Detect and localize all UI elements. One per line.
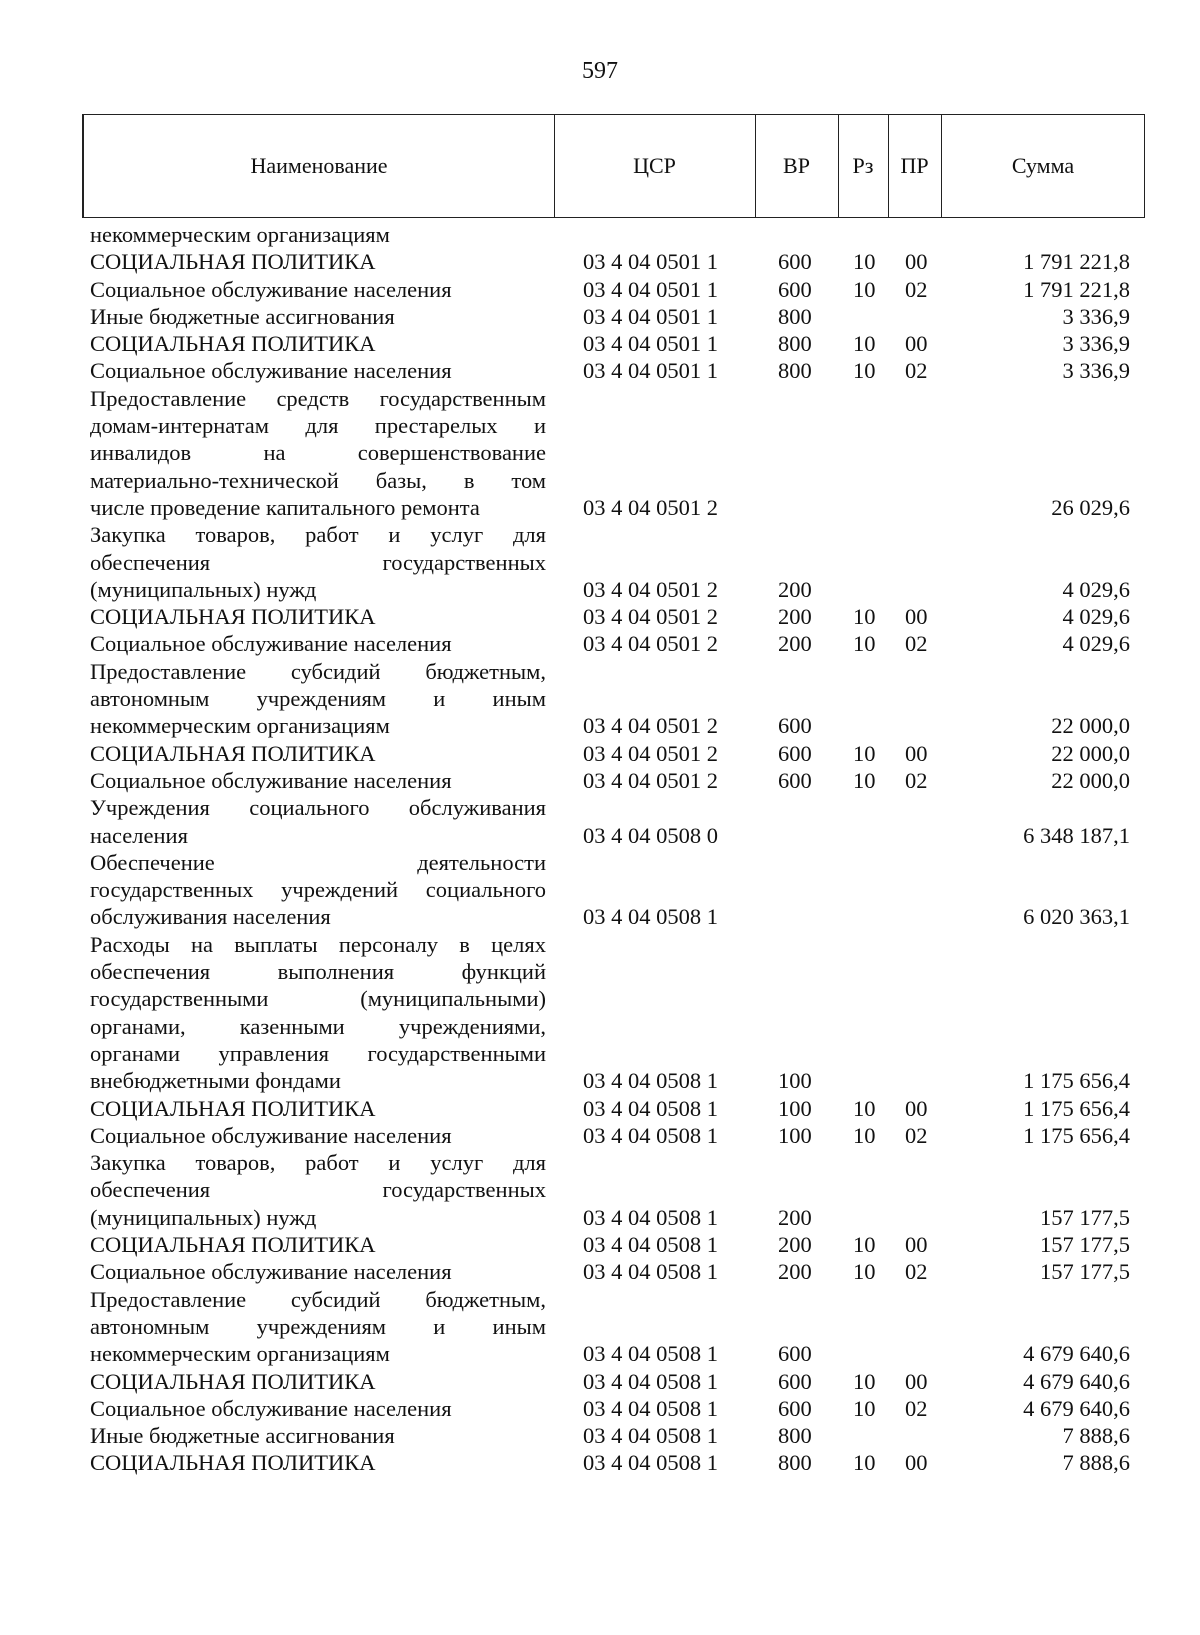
row-vr: 600 — [778, 713, 812, 739]
row-name — [90, 1258, 546, 1285]
row-csr: 03 4 04 0508 1 — [583, 1204, 718, 1230]
row-sum: 6 020 363,1 — [1023, 904, 1130, 930]
row-name — [90, 1395, 546, 1422]
row-rz: 10 — [853, 1450, 876, 1476]
row-pr: 02 — [905, 358, 928, 384]
row-rz: 10 — [853, 249, 876, 275]
table-row — [0, 248, 1200, 275]
row-name-line: Иные бюджетные ассигнования — [90, 303, 395, 329]
row-name-line: СОЦИАЛЬНАЯ ПОЛИТИКА — [90, 331, 376, 357]
row-vr: 100 — [778, 1068, 812, 1094]
table-row — [0, 849, 1200, 931]
row-name-line: Предоставление субсидий бюджетным, — [90, 1286, 546, 1312]
row-name-line: СОЦИАЛЬНАЯ ПОЛИТИКА — [90, 740, 376, 766]
row-rz: 10 — [853, 1259, 876, 1285]
row-name-line: (муниципальных) нужд — [90, 1204, 317, 1230]
table-row — [0, 794, 1200, 849]
row-csr: 03 4 04 0501 2 — [583, 740, 718, 766]
row-pr: 02 — [905, 1122, 928, 1148]
row-sum: 6 348 187,1 — [1023, 822, 1130, 848]
row-rz: 10 — [853, 1122, 876, 1148]
row-csr: 03 4 04 0501 2 — [583, 631, 718, 657]
row-name-line: Закупка товаров, работ и услуг для — [90, 1150, 546, 1176]
table-row — [0, 1231, 1200, 1258]
row-name-line: обеспечения государственных — [90, 549, 546, 575]
row-vr: 800 — [778, 303, 812, 329]
row-name-line: автономным учреждениям и иным — [90, 1313, 546, 1339]
row-csr: 03 4 04 0508 1 — [583, 1259, 718, 1285]
row-name-line: Предоставление средств государственным — [90, 385, 546, 411]
row-pr: 02 — [905, 767, 928, 793]
table-row — [0, 276, 1200, 303]
row-name-line: СОЦИАЛЬНАЯ ПОЛИТИКА — [90, 1232, 376, 1258]
row-pr: 00 — [905, 604, 928, 630]
table-row — [0, 1258, 1200, 1285]
row-vr: 800 — [778, 358, 812, 384]
row-csr: 03 4 04 0508 1 — [583, 1423, 718, 1449]
header-rz: Рз — [852, 153, 874, 178]
row-name-line: СОЦИАЛЬНАЯ ПОЛИТИКА — [90, 1095, 376, 1121]
row-vr: 600 — [778, 767, 812, 793]
header-pr: ПР — [900, 153, 929, 178]
row-csr: 03 4 04 0501 2 — [583, 604, 718, 630]
table-row — [0, 931, 1200, 1095]
row-rz: 10 — [853, 276, 876, 302]
row-csr: 03 4 04 0508 1 — [583, 1095, 718, 1121]
row-name-line: Социальное обслуживание населения — [90, 1122, 452, 1148]
row-csr: 03 4 04 0508 1 — [583, 1122, 718, 1148]
row-sum: 1 175 656,4 — [1023, 1095, 1130, 1121]
row-sum: 157 177,5 — [1040, 1259, 1130, 1285]
row-pr: 00 — [905, 1450, 928, 1476]
row-vr: 600 — [778, 1368, 812, 1394]
row-csr: 03 4 04 0508 1 — [583, 1450, 718, 1476]
row-name-line: материально-технической базы, в том — [90, 467, 546, 493]
row-name — [90, 221, 546, 248]
row-name-line: обеспечения выполнения функций — [90, 959, 546, 985]
row-name-line: государственных учреждений социального — [90, 877, 546, 903]
row-sum: 1 791 221,8 — [1023, 276, 1130, 302]
row-csr: 03 4 04 0508 1 — [583, 1068, 718, 1094]
table-row — [0, 1368, 1200, 1395]
row-name — [90, 630, 546, 657]
row-vr: 600 — [778, 1395, 812, 1421]
row-name-line: обслуживания населения — [90, 904, 331, 930]
table-body — [0, 221, 1200, 1477]
row-name-line: обеспечения государственных — [90, 1177, 546, 1203]
row-sum: 7 888,6 — [1062, 1450, 1130, 1476]
row-sum: 1 175 656,4 — [1023, 1068, 1130, 1094]
table-row — [0, 740, 1200, 767]
row-pr: 00 — [905, 740, 928, 766]
table-row — [0, 221, 1200, 248]
row-name-line: некоммерческим организациям — [90, 713, 390, 739]
row-vr: 200 — [778, 576, 812, 602]
row-name — [90, 1449, 546, 1476]
table-header — [82, 114, 1145, 218]
row-name-line: органами управления государственными — [90, 1040, 546, 1066]
row-csr: 03 4 04 0501 1 — [583, 331, 718, 357]
row-pr: 02 — [905, 631, 928, 657]
table-row — [0, 1422, 1200, 1449]
row-csr: 03 4 04 0501 1 — [583, 276, 718, 302]
row-name — [90, 1122, 546, 1149]
row-vr: 100 — [778, 1095, 812, 1121]
row-name — [90, 1149, 546, 1231]
row-name-line: Социальное обслуживание населения — [90, 358, 452, 384]
row-csr: 03 4 04 0501 2 — [583, 576, 718, 602]
row-rz: 10 — [853, 767, 876, 793]
row-sum: 1 791 221,8 — [1023, 249, 1130, 275]
row-name-line: Социальное обслуживание населения — [90, 276, 452, 302]
table-row — [0, 330, 1200, 357]
row-name-line: некоммерческим организациям — [90, 222, 390, 247]
row-name — [90, 357, 546, 384]
row-rz: 10 — [853, 1368, 876, 1394]
row-rz: 10 — [853, 1395, 876, 1421]
row-vr: 200 — [778, 1204, 812, 1230]
row-pr: 00 — [905, 331, 928, 357]
row-name-line: Закупка товаров, работ и услуг для — [90, 522, 546, 548]
row-csr: 03 4 04 0508 1 — [583, 1368, 718, 1394]
row-name-line: Учреждения социального обслуживания — [90, 795, 546, 821]
row-csr: 03 4 04 0508 1 — [583, 1232, 718, 1258]
row-pr: 00 — [905, 1095, 928, 1121]
row-vr: 800 — [778, 1423, 812, 1449]
row-pr: 00 — [905, 1232, 928, 1258]
row-name-line: государственными (муниципальными) — [90, 986, 546, 1012]
table-row — [0, 303, 1200, 330]
row-name — [90, 849, 546, 931]
row-sum: 22 000,0 — [1051, 713, 1130, 739]
row-csr: 03 4 04 0501 1 — [583, 303, 718, 329]
table-row — [0, 1395, 1200, 1422]
row-csr: 03 4 04 0501 1 — [583, 249, 718, 275]
table-row — [0, 1286, 1200, 1368]
row-name-line: Социальное обслуживание населения — [90, 767, 452, 793]
table-row — [0, 1149, 1200, 1231]
table-row — [0, 385, 1200, 522]
row-pr: 00 — [905, 1368, 928, 1394]
row-name-line: инвалидов на совершенствование — [90, 440, 546, 466]
row-sum: 4 679 640,6 — [1023, 1341, 1130, 1367]
row-vr: 800 — [778, 1450, 812, 1476]
row-name — [90, 767, 546, 794]
row-name-line: СОЦИАЛЬНАЯ ПОЛИТИКА — [90, 249, 376, 275]
row-name-line: автономным учреждениям и иным — [90, 686, 546, 712]
row-sum: 4 679 640,6 — [1023, 1368, 1130, 1394]
row-name-line: Расходы на выплаты персоналу в целях — [90, 931, 546, 957]
row-name — [90, 1095, 546, 1122]
row-sum: 3 336,9 — [1062, 303, 1130, 329]
row-name — [90, 740, 546, 767]
row-sum: 3 336,9 — [1062, 331, 1130, 357]
header-sum: Сумма — [1011, 153, 1075, 178]
row-rz: 10 — [853, 358, 876, 384]
table-row — [0, 658, 1200, 740]
row-vr: 600 — [778, 276, 812, 302]
row-name — [90, 1286, 546, 1368]
row-name — [90, 385, 546, 521]
row-rz: 10 — [853, 1095, 876, 1121]
row-csr: 03 4 04 0508 0 — [583, 822, 718, 848]
table-row — [0, 767, 1200, 794]
row-vr: 600 — [778, 249, 812, 275]
row-vr: 200 — [778, 604, 812, 630]
row-pr: 02 — [905, 276, 928, 302]
row-sum: 4 029,6 — [1062, 631, 1130, 657]
row-rz: 10 — [853, 331, 876, 357]
row-name-line: СОЦИАЛЬНАЯ ПОЛИТИКА — [90, 604, 376, 630]
row-vr: 100 — [778, 1122, 812, 1148]
row-sum: 1 175 656,4 — [1023, 1122, 1130, 1148]
row-name-line: Предоставление субсидий бюджетным, — [90, 658, 546, 684]
row-name-line: Иные бюджетные ассигнования — [90, 1423, 395, 1449]
row-csr: 03 4 04 0508 1 — [583, 1341, 718, 1367]
row-vr: 600 — [778, 740, 812, 766]
row-name — [90, 1231, 546, 1258]
row-csr: 03 4 04 0508 1 — [583, 904, 718, 930]
row-name-line: (муниципальных) нужд — [90, 576, 317, 602]
header-name: Наименование — [250, 153, 388, 178]
row-name — [90, 276, 546, 303]
row-name — [90, 931, 546, 1095]
row-vr: 800 — [778, 331, 812, 357]
row-sum: 157 177,5 — [1040, 1232, 1130, 1258]
row-pr: 00 — [905, 249, 928, 275]
row-vr: 200 — [778, 1259, 812, 1285]
row-name-line: Социальное обслуживание населения — [90, 1395, 452, 1421]
row-csr: 03 4 04 0501 2 — [583, 494, 718, 520]
row-rz: 10 — [853, 604, 876, 630]
row-name-line: населения — [90, 822, 188, 848]
row-vr: 200 — [778, 631, 812, 657]
table-row — [0, 521, 1200, 603]
header-vr: ВР — [783, 153, 810, 178]
row-name — [90, 248, 546, 275]
table-row — [0, 630, 1200, 657]
row-sum: 22 000,0 — [1051, 740, 1130, 766]
row-name-line: Обеспечение деятельности — [90, 849, 546, 875]
row-sum: 4 679 640,6 — [1023, 1395, 1130, 1421]
row-name — [90, 1368, 546, 1395]
table-row — [0, 1449, 1200, 1476]
table-row — [0, 603, 1200, 630]
table-row — [0, 1095, 1200, 1122]
row-pr: 02 — [905, 1259, 928, 1285]
row-csr: 03 4 04 0508 1 — [583, 1395, 718, 1421]
row-sum: 26 029,6 — [1051, 494, 1130, 520]
row-name — [90, 330, 546, 357]
row-name — [90, 603, 546, 630]
row-sum: 7 888,6 — [1062, 1423, 1130, 1449]
row-name — [90, 794, 546, 849]
row-vr: 600 — [778, 1341, 812, 1367]
row-sum: 157 177,5 — [1040, 1204, 1130, 1230]
table-row — [0, 1122, 1200, 1149]
header-csr: ЦСР — [633, 153, 676, 178]
row-name — [90, 303, 546, 330]
row-sum: 4 029,6 — [1062, 604, 1130, 630]
row-sum: 3 336,9 — [1062, 358, 1130, 384]
row-rz: 10 — [853, 740, 876, 766]
row-rz: 10 — [853, 1232, 876, 1258]
row-name-line: СОЦИАЛЬНАЯ ПОЛИТИКА — [90, 1450, 376, 1476]
row-name — [90, 658, 546, 740]
row-name-line: СОЦИАЛЬНАЯ ПОЛИТИКА — [90, 1368, 376, 1394]
row-name-line: числе проведение капитального ремонта — [90, 494, 480, 520]
row-name-line: домам-интернатам для престарелых и — [90, 413, 546, 439]
row-sum: 22 000,0 — [1051, 767, 1130, 793]
row-csr: 03 4 04 0501 2 — [583, 713, 718, 739]
row-sum: 4 029,6 — [1062, 576, 1130, 602]
row-vr: 200 — [778, 1232, 812, 1258]
row-name — [90, 521, 546, 603]
table-row — [0, 357, 1200, 384]
row-pr: 02 — [905, 1395, 928, 1421]
row-name — [90, 1422, 546, 1449]
page-number: 597 — [582, 58, 618, 84]
row-name-line: Социальное обслуживание населения — [90, 631, 452, 657]
row-name-line: внебюджетными фондами — [90, 1068, 341, 1094]
row-csr: 03 4 04 0501 1 — [583, 358, 718, 384]
row-rz: 10 — [853, 631, 876, 657]
row-name-line: Социальное обслуживание населения — [90, 1259, 452, 1285]
row-name-line: органами, казенными учреждениями, — [90, 1013, 546, 1039]
row-name-line: некоммерческим организациям — [90, 1341, 390, 1367]
row-csr: 03 4 04 0501 2 — [583, 767, 718, 793]
